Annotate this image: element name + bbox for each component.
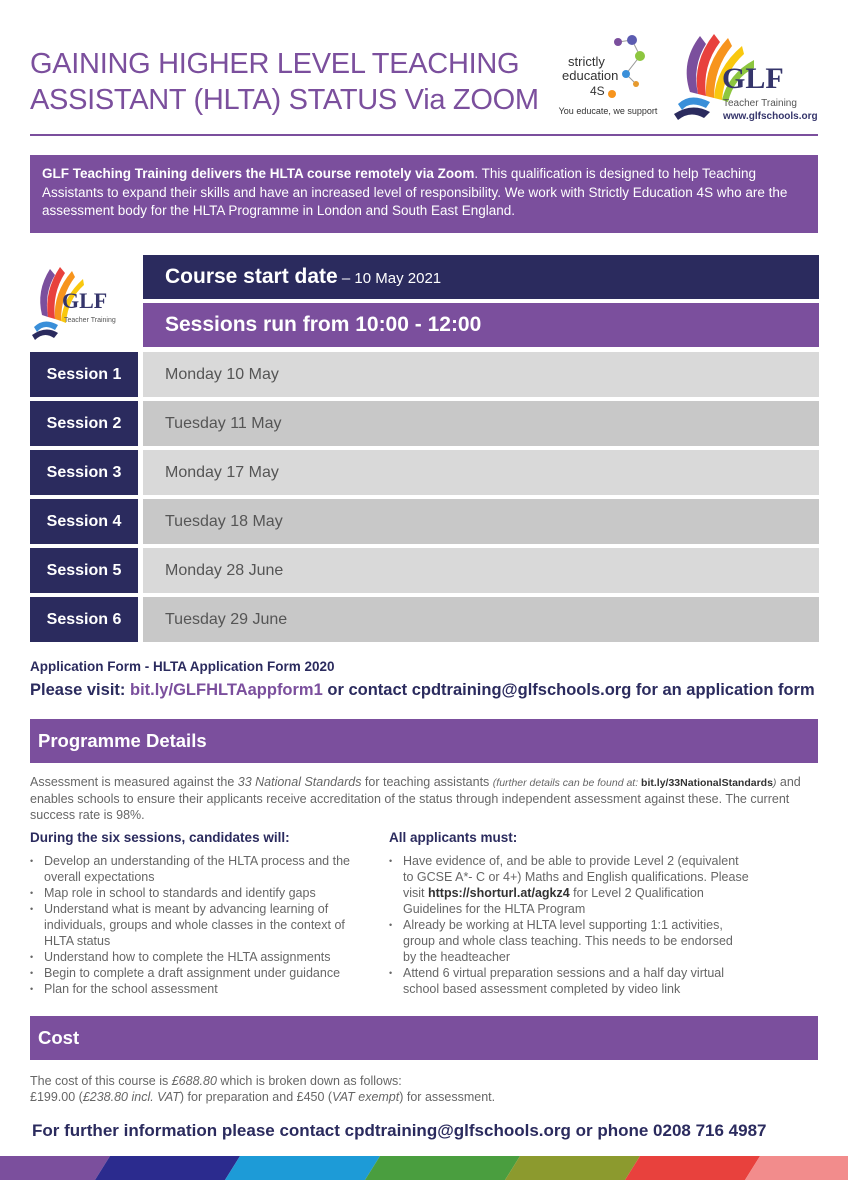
application-visit-line bbox=[30, 681, 815, 700]
applicant-requirements-list bbox=[389, 853, 749, 997]
session-row bbox=[30, 450, 819, 495]
list-item: • Already be working at HLTA level supporting 1:1 activities, group and whole class teaching. This needs to be endorsed by the headteacher bbox=[389, 917, 749, 965]
cost-heading: Cost bbox=[30, 1016, 818, 1060]
svg-text:education: education bbox=[562, 68, 619, 83]
session-row bbox=[30, 352, 819, 397]
total-price: £688.80 bbox=[171, 1074, 217, 1088]
session-date: Tuesday 18 May bbox=[143, 499, 819, 544]
glf-small-logo-text: GLF bbox=[62, 288, 108, 313]
visit-suffix: or contact cpdtraining@glfschools.org for an application form bbox=[322, 681, 815, 699]
svg-text:strictly: strictly bbox=[568, 54, 605, 69]
footer-contact: For further information please contact cpdtraining@glfschools.org or phone 0208 716 4987 bbox=[32, 1121, 767, 1140]
preparation-price-vat: £238.80 incl. VAT bbox=[82, 1090, 180, 1104]
application-form-link[interactable]: bit.ly/GLFHLTAappform1 bbox=[129, 681, 323, 699]
glf-small-logo-subtitle: Teacher Training bbox=[64, 317, 116, 324]
list-item: • Plan for the school assessment bbox=[30, 981, 360, 997]
intro-text: . This qualification is designed to help Teaching Assistants to expand their skills and have an increased level of responsibility. We work with Strictly Education 4S who are the assessment body for the HLTA Programme in London and South East England. bbox=[42, 166, 788, 218]
list-item: • Develop an understanding of the HLTA process and the overall expectations bbox=[30, 853, 360, 885]
programme-description: Assessment is measured against the 33 National Standards for teaching assistants (further details can be found at: bit.ly/33NationalStandards) and enables schools to ensure their applicants receive accreditation of the status through independent assessment against these. The current success rate is 98%. bbox=[30, 775, 801, 822]
session-date: Monday 28 June bbox=[143, 548, 819, 593]
footer-color-stripes bbox=[0, 1156, 848, 1180]
session-label: Session 3 bbox=[30, 450, 138, 495]
title-divider bbox=[30, 134, 818, 136]
session-date: Tuesday 11 May bbox=[143, 401, 819, 446]
visit-prefix: Please visit: bbox=[30, 681, 130, 699]
session-row bbox=[30, 401, 819, 446]
title-line-2: ASSISTANT (HLTA) STATUS Via ZOOM bbox=[30, 84, 539, 116]
session-date: Monday 10 May bbox=[143, 352, 819, 397]
session-label: Session 1 bbox=[30, 352, 138, 397]
programme-heading: Programme Details bbox=[30, 719, 818, 763]
session-date: Monday 17 May bbox=[143, 450, 819, 495]
intro-bold: GLF Teaching Training delivers the HLTA course remotely via Zoom bbox=[42, 166, 475, 181]
list-item: • Map role in school to standards and identify gaps bbox=[30, 885, 360, 901]
application-form-line: Application Form - HLTA Application Form 2020 bbox=[30, 659, 335, 674]
vat-exempt-label: VAT exempt bbox=[332, 1090, 400, 1104]
session-label: Session 6 bbox=[30, 597, 138, 642]
page-title bbox=[30, 46, 550, 118]
session-row bbox=[30, 597, 819, 642]
intro-box bbox=[30, 155, 818, 233]
glf-logo-text: GLF bbox=[722, 62, 784, 95]
applicant-requirements-heading: All applicants must: bbox=[389, 830, 518, 845]
title-line-1: GAINING HIGHER LEVEL TEACHING bbox=[30, 48, 520, 80]
sessions-outcomes-heading: During the six sessions, candidates will: bbox=[30, 830, 290, 845]
session-row bbox=[30, 548, 819, 593]
start-date: – 10 May 2021 bbox=[337, 270, 442, 287]
qualification-guidelines-link[interactable]: https://shorturl.at/agkz4 bbox=[428, 886, 570, 900]
session-label: Session 4 bbox=[30, 499, 138, 544]
course-start-bar bbox=[143, 255, 819, 299]
sessions-outcomes-list bbox=[30, 853, 360, 997]
svg-text:4S: 4S bbox=[590, 84, 605, 98]
start-label: Course start date bbox=[165, 265, 338, 288]
national-standards-link[interactable]: bit.ly/33NationalStandards bbox=[641, 777, 773, 789]
session-date: Tuesday 29 June bbox=[143, 597, 819, 642]
list-item: • Understand how to complete the HLTA assignments bbox=[30, 949, 360, 965]
glf-website-link[interactable]: www.glfschools.org bbox=[723, 111, 818, 122]
glf-logo-subtitle: Teacher Training bbox=[723, 98, 797, 109]
cost-description: The cost of this course is £688.80 which is broken down as follows: £199.00 (£238.80 incl. VAT) for preparation and £450 (VAT exempt) for assessment. bbox=[30, 1074, 496, 1104]
session-times-bar: Sessions run from 10:00 - 12:00 bbox=[143, 303, 819, 347]
session-label: Session 2 bbox=[30, 401, 138, 446]
list-item: • Attend 6 virtual preparation sessions and a half day virtual school based assessment completed by video link bbox=[389, 965, 749, 997]
session-label: Session 5 bbox=[30, 548, 138, 593]
session-row bbox=[30, 499, 819, 544]
list-item: • Understand what is meant by advancing learning of individuals, groups and whole classes in the context of HLTA status bbox=[30, 901, 360, 949]
national-standards-text: 33 National Standards bbox=[237, 775, 362, 789]
list-item: • Have evidence of, and be able to provide Level 2 (equivalent to GCSE A*- C or 4+) Maths and English qualifications. Please visit https://shorturl.at/agkz4 for Level 2 Qualification Guidelines for the HLTA Program bbox=[389, 853, 749, 917]
list-item: • Begin to complete a draft assignment under guidance bbox=[30, 965, 360, 981]
se-tagline: You educate, we support bbox=[558, 106, 658, 116]
